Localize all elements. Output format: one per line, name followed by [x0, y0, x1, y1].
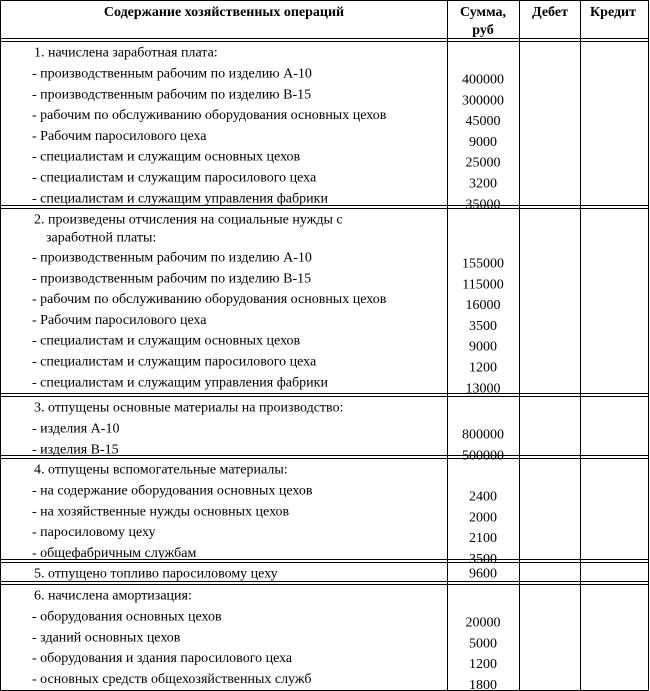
item-label: - производственным рабочим по изделию А-10	[32, 66, 312, 82]
group-title: 6. начислена амортизация:	[34, 588, 192, 604]
item-amount: 9000	[469, 339, 497, 355]
item-label: - производственным рабочим по изделию В-15	[32, 271, 312, 287]
item-label: - специалистам и служащим паросилового цеха	[32, 170, 317, 186]
item-amount: 1800	[469, 677, 497, 691]
item-label: - рабочим по обслуживанию оборудования основных цехов	[32, 292, 387, 308]
item-label: - производственным рабочим по изделию В-15	[32, 87, 312, 103]
item-amount: 20000	[465, 615, 501, 631]
item-amount: 25000	[465, 155, 501, 171]
item-label: - на хозяйственные нужды основных цехов	[32, 504, 290, 520]
item-label: - изделия А-10	[32, 421, 120, 437]
item-amount: 2400	[469, 489, 497, 505]
item-label: - рабочим по обслуживанию оборудования основных цехов	[32, 108, 387, 124]
item-label: - оборудования основных цехов	[32, 609, 222, 625]
item-amount: 3500	[469, 551, 497, 567]
table-body	[32, 46, 504, 691]
item-amount: 500000	[462, 448, 504, 464]
item-amount: 45000	[465, 114, 501, 130]
table-header	[104, 5, 636, 38]
item-label: - специалистам и служащим основных цехов	[32, 333, 301, 349]
item-label: - на содержание оборудования основных цехов	[32, 483, 313, 499]
item-amount: 16000	[465, 298, 501, 314]
group-title: заработной платы:	[46, 230, 157, 246]
item-label: - оборудования и здания паросилового цеха	[32, 651, 293, 667]
item-label: - паросиловому цеху	[32, 525, 156, 541]
item-label: - специалистам и служащим управления фабрики	[32, 191, 328, 207]
header-debit: Дебет	[532, 5, 568, 20]
item-amount: 800000	[462, 427, 504, 443]
item-label: - специалистам и служащим паросилового цеха	[32, 354, 317, 370]
group-title: 4. отпущены вспомогательные материалы:	[34, 462, 288, 478]
item-label: - специалистам и служащим основных цехов	[32, 149, 301, 165]
item-amount: 5000	[469, 636, 497, 652]
group-title: 3. отпущены основные материалы на производство:	[34, 400, 344, 416]
item-amount: 13000	[465, 381, 501, 397]
header-credit: Кредит	[590, 5, 636, 20]
item-amount: 115000	[462, 277, 504, 293]
group-title: 5. отпущено топливо паросиловому цеху	[34, 566, 278, 582]
item-amount: 35000	[465, 197, 501, 213]
item-label: - Рабочим паросилового цеха	[32, 312, 207, 328]
item-amount: 1200	[469, 360, 497, 376]
group-amount: 9600	[469, 566, 497, 582]
group-title: 2. произведены отчисления на социальные нужды с	[34, 212, 343, 228]
item-amount: 3500	[469, 318, 497, 334]
item-amount: 9000	[469, 134, 497, 150]
item-amount: 2000	[469, 510, 497, 526]
item-label: - изделия В-15	[32, 442, 119, 458]
header-sum-unit: руб	[472, 23, 494, 38]
item-amount: 2100	[469, 531, 497, 547]
item-amount: 155000	[462, 256, 504, 272]
item-label: - специалистам и служащим управления фабрики	[32, 375, 328, 391]
item-label: - зданий основных цехов	[32, 630, 181, 646]
item-label: - производственным рабочим по изделию А-10	[32, 250, 312, 266]
item-amount: 300000	[462, 93, 504, 109]
header-sum: Сумма,	[459, 5, 507, 20]
item-amount: 1200	[469, 657, 497, 673]
item-label: - Рабочим паросилового цеха	[32, 128, 207, 144]
header-operations: Содержание хозяйственных операций	[103, 5, 345, 20]
item-amount: 3200	[469, 176, 497, 192]
item-amount: 400000	[462, 72, 504, 88]
group-title: 1. начислена заработная плата:	[34, 45, 218, 61]
item-label: - общефабричным службам	[32, 545, 197, 561]
item-label: - основных средств общехозяйственных служб	[32, 671, 312, 687]
